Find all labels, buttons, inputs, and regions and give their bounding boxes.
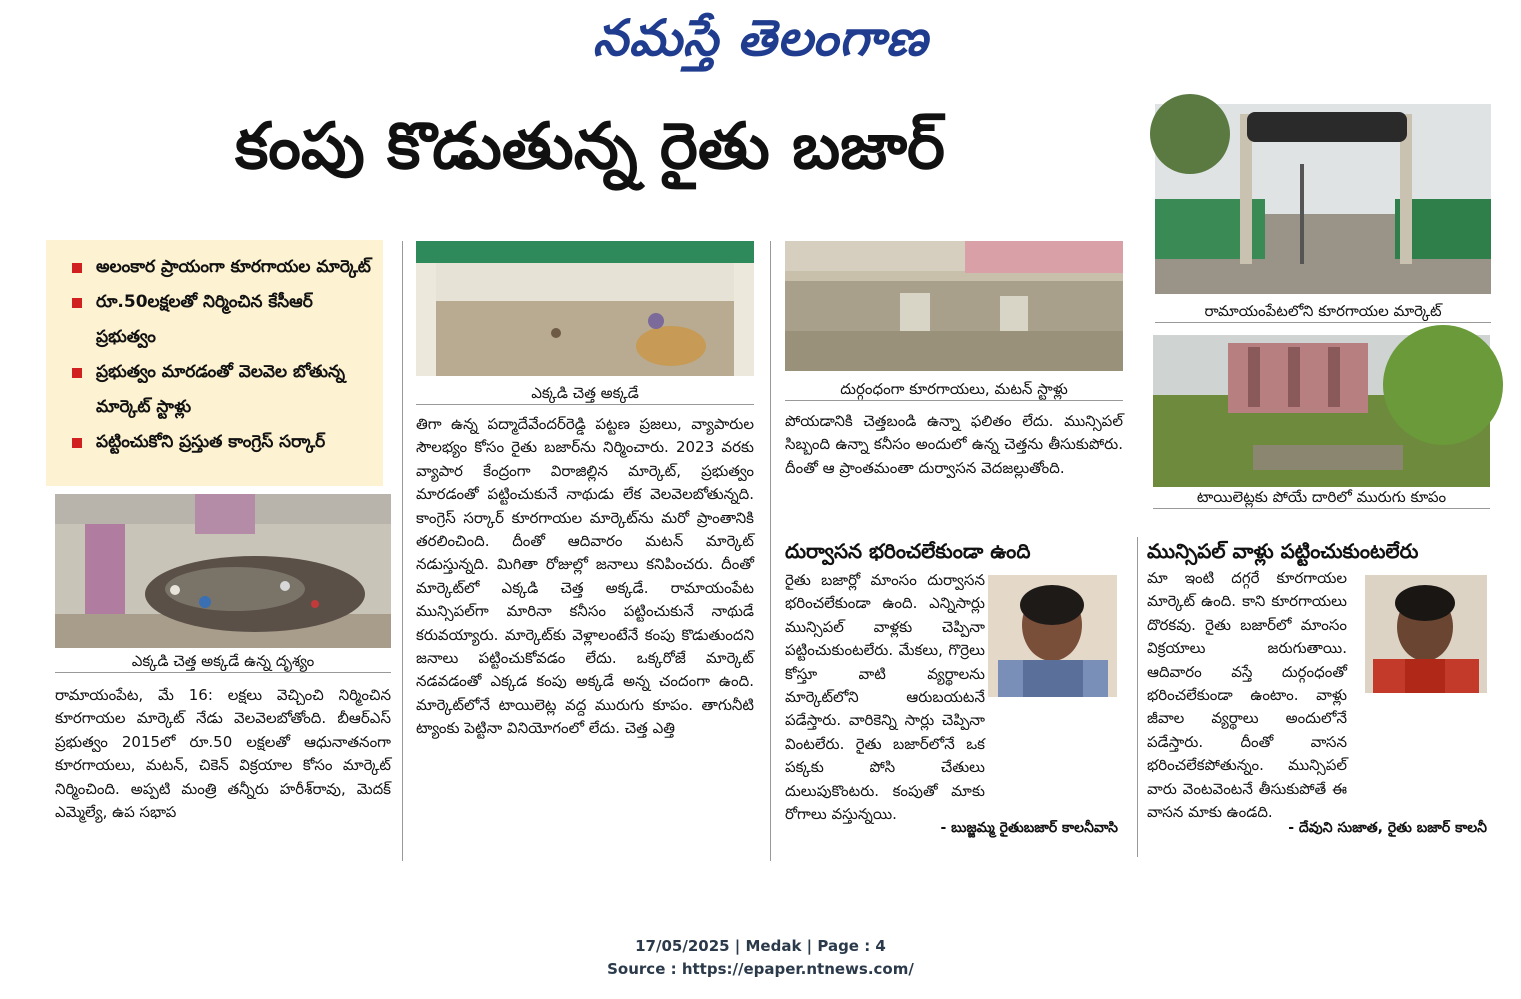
- bullet-icon: [72, 298, 82, 308]
- quote-attribution: - దేవుని సుజాత, రైతు బజార్ కాలనీ: [1288, 820, 1487, 836]
- article-column-1: రామాయంపేట, మే 16: లక్షలు వెచ్చించి నిర్మించిన కూరగాయల మార్కెట్ నేడు వెలవెలబోతోంది. బీఆర్ఎస్ ప్రభుత్వం 2015లో రూ.50 లక్షలతో ఆధునాతనంగా కూరగాయలు, మటన్, చికెన్ విక్రయాల కోసం మార్కెట్ నిర్మించింది. అప్పటి మంత్రి తన్నీరు హరీశ్‌రావు, మెదక్ ఎమ్మెల్యే, ఉప సభాప: [55, 686, 391, 822]
- highlights-box: [46, 240, 383, 486]
- stall-photo: [416, 241, 754, 376]
- article-column-2: తిగా ఉన్న పద్మాదేవేందర్‌రెడ్డి పట్టణ ప్రజలు, వ్యాపారుల సౌలభ్యం కోసం రైతు బజార్‌ను నిర్మించారు. 2023 వరకు వ్యాపార కేంద్రంగా విరాజిల్లిన మార్కెట్, ప్రభుత్వం మారడంతో పట్టించుకునే నాథుడు లేక వెలవెలబోతున్నది. కాంగ్రెస్ సర్కార్ కూరగాయల మార్కెట్‌ను మరో ప్రాంతానికి తరలించింది. దీంతో ఆదివారం మటన్ మార్కెట్ నడుస్తున్నది. మిగితా రోజుల్లో జనాలు కనిపించరు. దీంతో మార్కెట్‌లో ఎక్కడి చెత్త అక్కడే. రామాయంపేట మున్సిపల్‌గా మారినా కనీసం పట్టించుకునే నాథుడే కరువయ్యారు. మార్కెట్‌కు వెళ్లాలంటేనే కంపు కొడుతుందని జనాలు పట్టించుకోవడం లేదు. ఒక్కరోజే మార్కెట్ నడవడంతో ఎక్కడ కంపు అక్కడే అన్న చందంగా ఉంది. మార్కెట్‌లోనే టాయిలెట్ల వద్ద మురుగు కూపం. తాగునీటి ట్యాంకు పెట్టినా వినియోగంలో లేదు. చెత్త ఎత్తి: [416, 415, 754, 738]
- bullet-icon: [72, 263, 82, 273]
- portrait-photo: [1365, 575, 1487, 693]
- footer-date-page: 17/05/2025 | Medak | Page : 4: [635, 937, 886, 955]
- masthead-logo: నమస్తే తెలంగాణ: [592, 8, 929, 67]
- market-gate-photo: [1155, 104, 1491, 294]
- garbage-photo: [55, 494, 391, 648]
- highlight-item: రూ.50లక్షలతో నిర్మించిన కేసీఆర్ ప్రభుత్వం: [68, 285, 375, 355]
- footer-source: Source : https://epaper.ntnews.com/: [607, 960, 914, 978]
- bullet-icon: [72, 438, 82, 448]
- garbage-photo-caption: ఎక్కడి చెత్త అక్కడే ఉన్న దృశ్యం: [55, 650, 391, 673]
- highlight-item: ప్రభుత్వం మారడంతో వెలవెల బోతున్న మార్కెట్ స్టాళ్లు: [68, 355, 375, 425]
- article-column-3: పోయడానికి చెత్తబండి ఉన్నా ఫలితం లేదు. మున్సిపల్ సిబ్బంది ఉన్నా కనీసం అందులో ఉన్న చెత్తను తీసుకుపోరు. దీంతో ఆ ప్రాంతమంతా దుర్వాసన వెదజల్లుతోంది.: [785, 412, 1123, 477]
- portrait-photo: [988, 575, 1117, 697]
- quote-text: మా ఇంటి దగ్గరే కూరగాయల మార్కెట్ ఉంది. కాని కూరగాయలు దొరకవు. రైతు బజార్‌లో మాంసం విక్రయాలు జరుగుతాయి. ఆదివారం వస్తే దుర్గంధంతో భరించలేకుండా ఉంటాం. వాళ్లు జీవాల వ్యర్థాలు అందులోనే పడేస్తారు. దీంతో వాసన భరించలేకపోతున్నం. మున్సిపల్ వారు వెంటవెంటనే తీసుకుపోతే ఈ వాసన మాకు ఉండది.: [1147, 569, 1347, 822]
- quote-heading: దుర్వాసన భరించలేకుండా ఉంది: [785, 539, 1031, 563]
- highlight-item: పట్టించుకోని ప్రస్తుత కాంగ్రెస్ సర్కార్: [68, 425, 375, 460]
- highlight-item: అలంకార ప్రాయంగా కూరగాయల మార్కెట్: [68, 250, 375, 285]
- stall-photo-caption: ఎక్కడి చెత్త అక్కడే: [416, 382, 754, 405]
- market-gate-caption: రామాయంపేటలోని కూరగాయల మార్కెట్: [1155, 300, 1491, 323]
- quote-attribution: - బుజ్జమ్మ రైతుబజార్ కాలనీవాసి: [940, 820, 1118, 836]
- column-divider: [1137, 537, 1138, 857]
- column-divider: [402, 241, 403, 861]
- toilet-path-caption: టాయిలెట్లకు పోయే దారిలో మురుగు కూపం: [1153, 486, 1490, 509]
- page-headline: కంపు కొడుతున్న రైతు బజార్: [235, 110, 945, 184]
- column-divider: [770, 241, 771, 861]
- bullet-icon: [72, 368, 82, 378]
- quote-text: రైతు బజార్లో మాంసం దుర్వాసన భరించలేకుండా ఉంది. ఎన్నిసార్లు మున్సిపల్ వాళ్లకు చెప్పినా పట్టించుకుంటలేరు. మేకలు, గొర్రెలు కోస్తూ వాటి వ్యర్థాలను మార్కెట్‌లోని ఆరుబయటనే పడేస్తారు. వారికెన్ని సార్లు చెప్పినా వింటలేరు. రైతు బజార్‌లోనే ఒక పక్కకు పోసి చేతులు దులుపుకొంటరు. కంపుతో మాకు రోగాలు వస్తున్నయి.: [785, 571, 985, 824]
- toilet-path-photo: [1153, 335, 1490, 487]
- quote-heading: మున్సిపల్ వాళ్లు పట్టించుకుంటలేరు: [1147, 539, 1419, 563]
- mutton-stalls-photo: [785, 241, 1123, 371]
- mutton-stalls-caption: దుర్గంధంగా కూరగాయలు, మటన్ స్టాళ్లు: [785, 378, 1123, 401]
